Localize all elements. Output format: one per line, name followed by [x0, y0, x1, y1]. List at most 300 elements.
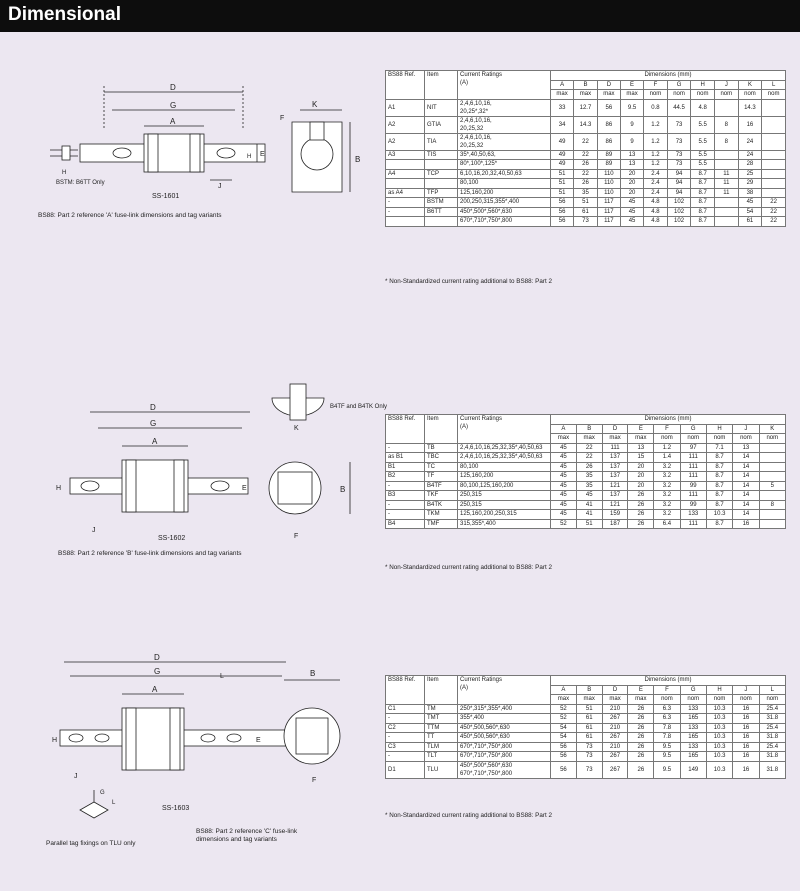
cell-ref: A2	[386, 133, 425, 150]
cell-ref: A1	[386, 99, 425, 116]
cell-dim-E: 26	[628, 510, 654, 520]
cell-ratings	[458, 443, 551, 453]
dim-g-small-label: G	[100, 790, 105, 796]
cell-dim-B: 26	[574, 179, 598, 189]
col-limit: max	[628, 695, 654, 705]
cell-dim-L	[762, 179, 786, 189]
rating-line: 80,100,125,160,200	[460, 482, 514, 489]
cell-ref: -	[386, 714, 425, 724]
cell-dim-J: 8	[715, 116, 739, 133]
cell-item: TT	[425, 733, 458, 743]
cell-dim-A: 49	[551, 133, 574, 150]
cell-dim-D: 210	[602, 723, 628, 733]
dim-a-label: A	[152, 685, 158, 694]
cell-dim-J	[715, 198, 739, 208]
cell-dim-J: 16	[733, 752, 759, 762]
cell-ref: B1	[386, 462, 425, 472]
cell-dim-B: 26	[576, 462, 602, 472]
cell-dim-D: 267	[602, 714, 628, 724]
cell-dim-F: 7.8	[654, 733, 680, 743]
title-bar	[0, 0, 800, 32]
cell-dim-G: 102	[667, 207, 691, 217]
cell-dim-F: 6.3	[654, 704, 680, 714]
cell-dim-D: 111	[602, 443, 628, 453]
cell-dim-B: 35	[574, 188, 598, 198]
col-limit: max	[602, 434, 628, 444]
cell-dim-G: 165	[680, 733, 706, 743]
cell-ratings	[458, 198, 551, 208]
model-label-b: SS-1602	[158, 535, 186, 542]
cell-dim-H: 8.7	[691, 169, 715, 179]
cell-dim-G: 102	[667, 198, 691, 208]
rating-line: 355*,400	[460, 715, 485, 722]
cell-ratings	[458, 761, 551, 778]
cell-dim-A: 45	[551, 491, 577, 501]
col-limit: nom	[715, 90, 739, 100]
cell-dim-D: 56	[597, 99, 620, 116]
cell-dim-A: 34	[551, 116, 574, 133]
variant-label-a: BSTM: B6TT Only	[56, 180, 105, 186]
cell-dim-L	[762, 116, 786, 133]
table-row	[386, 462, 786, 472]
cell-dim-G: 111	[680, 472, 706, 482]
cell-dim-K	[759, 491, 785, 501]
dim-h-label: H	[52, 737, 58, 744]
cell-ref: -	[386, 443, 425, 453]
cell-dim-F: 9.5	[654, 752, 680, 762]
cell-dim-A: 51	[551, 169, 574, 179]
cell-dim-E: 20	[620, 179, 643, 189]
cell-dim-B: 22	[574, 133, 598, 150]
cell-dim-A: 45	[551, 462, 577, 472]
cell-dim-F: 3.2	[654, 481, 680, 491]
cell-ratings	[458, 133, 551, 150]
table-row	[386, 500, 786, 510]
dim-g-label: G	[150, 419, 157, 428]
cell-dim-K: 28	[738, 160, 762, 170]
header-dimensions: Dimensions (mm)	[551, 415, 786, 425]
cell-dim-E: 26	[628, 752, 654, 762]
cell-dim-J: 16	[733, 761, 759, 778]
col-F: F	[654, 424, 680, 434]
cell-item: TTM	[425, 723, 458, 733]
cell-dim-F: 1.2	[644, 150, 668, 160]
cell-dim-D: 117	[597, 198, 620, 208]
dim-g-label: G	[170, 101, 177, 110]
cell-ref: -	[386, 752, 425, 762]
cell-ref: -	[386, 510, 425, 520]
cell-ref: B3	[386, 491, 425, 501]
col-limit: nom	[680, 434, 706, 444]
cell-dim-A: 49	[551, 150, 574, 160]
cell-item	[425, 179, 458, 189]
cell-dim-E: 9	[620, 133, 643, 150]
cell-dim-J: 14	[733, 453, 759, 463]
cell-ratings	[458, 742, 551, 752]
cell-dim-G: 111	[680, 519, 706, 529]
cell-dim-D: 267	[602, 752, 628, 762]
cell-dim-K: 24	[738, 150, 762, 160]
header-item: Item	[425, 676, 458, 705]
footnote-a: * Non-Standardized current rating additional to BS88: Part 2	[385, 278, 552, 285]
cell-dim-H: 7.1	[706, 443, 732, 453]
col-E: E	[628, 424, 654, 434]
col-E: E	[628, 685, 654, 695]
rating-line: 2,4,6,10,16,	[460, 117, 492, 124]
cell-dim-B: 12.7	[574, 99, 598, 116]
cell-dim-H: 10.3	[706, 704, 732, 714]
cell-dim-F: 1.2	[644, 160, 668, 170]
cell-ratings	[458, 733, 551, 743]
cell-item: TIS	[425, 150, 458, 160]
cell-ref: as B1	[386, 453, 425, 463]
cell-item	[425, 217, 458, 227]
cell-ratings	[458, 714, 551, 724]
header-row	[386, 676, 786, 686]
cell-dim-H: 5.5	[691, 116, 715, 133]
cell-dim-A: 54	[551, 733, 577, 743]
footnote-c: * Non-Standardized current rating additional to BS88: Part 2	[385, 812, 552, 819]
cell-dim-D: 86	[597, 133, 620, 150]
cell-dim-A: 56	[551, 761, 577, 778]
cell-dim-H: 10.3	[706, 723, 732, 733]
cell-dim-G: 73	[667, 160, 691, 170]
cell-ratings	[458, 150, 551, 160]
cell-dim-E: 45	[620, 207, 643, 217]
cell-dim-F: 4.8	[644, 207, 668, 217]
cell-dim-L	[762, 133, 786, 150]
cell-ref	[386, 160, 425, 170]
table-row	[386, 443, 786, 453]
cell-dim-G: 165	[680, 714, 706, 724]
cell-dim-D: 187	[602, 519, 628, 529]
col-B: B	[576, 685, 602, 695]
header-ref: BS88 Ref.	[386, 415, 425, 444]
col-limit: max	[574, 90, 598, 100]
col-F: F	[654, 685, 680, 695]
cell-dim-A: 52	[551, 714, 577, 724]
dim-k-label: K	[294, 425, 299, 432]
dim-g-label: G	[154, 667, 161, 676]
table-row	[386, 188, 786, 198]
cell-dim-F: 2.4	[644, 179, 668, 189]
cell-dim-B: 51	[574, 198, 598, 208]
cell-dim-A: 56	[551, 217, 574, 227]
cell-dim-E: 13	[620, 160, 643, 170]
header-ratings-label: Current Ratings	[460, 72, 503, 78]
cell-dim-B: 22	[574, 150, 598, 160]
rating-line: 670*,710*,750*,800	[460, 770, 513, 777]
cell-dim-G: 73	[667, 116, 691, 133]
rating-line: 2,4,6,10,16,25,32,35*,40,50,63	[460, 444, 543, 451]
cell-dim-A: 45	[551, 443, 577, 453]
dim-h-label: H	[247, 154, 252, 160]
col-limit: nom	[644, 90, 668, 100]
cell-dim-G: 149	[680, 761, 706, 778]
cell-dim-L: 22	[762, 217, 786, 227]
page-title: Dimensional	[8, 4, 121, 25]
rating-line: 250*,315*,355*,400	[460, 705, 513, 712]
col-limit: nom	[667, 90, 691, 100]
variant-label-b: B4TF and B4TK Only	[330, 404, 388, 410]
cell-ratings	[458, 116, 551, 133]
table-row	[386, 198, 786, 208]
header-item: Item	[425, 71, 458, 100]
caption-c-line1: BS88: Part 2 reference 'C' fuse-link	[196, 828, 298, 835]
rating-line: 20,25*,32*	[460, 108, 489, 115]
cell-dim-K: 25	[738, 169, 762, 179]
cell-ratings	[458, 207, 551, 217]
cell-dim-K: 38	[738, 188, 762, 198]
diagram-a	[40, 70, 370, 210]
cell-dim-B: 26	[574, 160, 598, 170]
cell-dim-J	[715, 217, 739, 227]
cell-dim-F: 1.2	[654, 443, 680, 453]
cell-dim-K: 29	[738, 179, 762, 189]
col-K: K	[759, 424, 785, 434]
cell-dim-G: 133	[680, 723, 706, 733]
cell-ref	[386, 217, 425, 227]
col-J: J	[715, 80, 739, 90]
cell-dim-E: 26	[628, 761, 654, 778]
cell-dim-B: 61	[574, 207, 598, 217]
cell-item: NIT	[425, 99, 458, 116]
dim-d-label: D	[170, 83, 176, 92]
dim-e-label: E	[242, 485, 247, 492]
table-row	[386, 217, 786, 227]
cell-dim-L	[762, 150, 786, 160]
cell-item: B6TT	[425, 207, 458, 217]
table-row	[386, 761, 786, 778]
table-row	[386, 733, 786, 743]
cell-dim-D: 121	[602, 500, 628, 510]
col-limit: nom	[738, 90, 762, 100]
cell-dim-B: 51	[576, 704, 602, 714]
header-ratings-unit: (A)	[460, 424, 468, 430]
cell-dim-G: 73	[667, 133, 691, 150]
cell-dim-K: 54	[738, 207, 762, 217]
cell-item: TF	[425, 472, 458, 482]
dim-d-label: D	[154, 653, 160, 662]
cell-dim-J: 16	[733, 519, 759, 529]
rating-line: 35*,40,50,63,	[460, 151, 496, 158]
cell-dim-A: 45	[551, 453, 577, 463]
rating-line: 125,160,200	[460, 189, 494, 196]
cell-ref	[386, 179, 425, 189]
cell-ratings	[458, 188, 551, 198]
cell-item: TC	[425, 462, 458, 472]
cell-dim-A: 51	[551, 188, 574, 198]
cell-dim-E: 20	[620, 169, 643, 179]
cell-dim-B: 22	[574, 169, 598, 179]
cell-dim-B: 73	[576, 752, 602, 762]
cell-dim-K: 16	[738, 116, 762, 133]
cell-dim-L: 22	[762, 207, 786, 217]
cell-item: TLU	[425, 761, 458, 778]
header-ratings-label: Current Ratings	[460, 677, 503, 683]
cell-dim-E: 26	[628, 723, 654, 733]
cell-item: GTIA	[425, 116, 458, 133]
cell-item: TMT	[425, 714, 458, 724]
cell-item: TBC	[425, 453, 458, 463]
header-ratings	[458, 676, 551, 705]
cell-dim-J: 16	[733, 714, 759, 724]
rating-line: 2,4,6,10,16,25,32,35*,40,50,63	[460, 454, 543, 461]
model-label-a: SS-1601	[152, 193, 180, 200]
cell-dim-B: 14.3	[574, 116, 598, 133]
cell-dim-F: 2.4	[644, 169, 668, 179]
cell-dim-D: 267	[602, 761, 628, 778]
cell-dim-B: 45	[576, 491, 602, 501]
cell-dim-A: 45	[551, 472, 577, 482]
cell-dim-K	[759, 443, 785, 453]
cell-dim-G: 133	[680, 510, 706, 520]
cell-dim-J	[715, 99, 739, 116]
table-row	[386, 207, 786, 217]
cell-dim-J: 14	[733, 462, 759, 472]
header-row	[386, 71, 786, 81]
cell-dim-G: 133	[680, 742, 706, 752]
variant-label-c: Parallel tag fixings on TLU only	[46, 840, 136, 847]
header-ratings	[458, 415, 551, 444]
cell-dim-H: 8.7	[691, 207, 715, 217]
diagram-b	[50, 378, 388, 548]
cell-ratings	[458, 752, 551, 762]
cell-dim-G: 111	[680, 453, 706, 463]
cell-dim-L: 25.4	[759, 704, 785, 714]
cell-dim-G: 99	[680, 500, 706, 510]
cell-dim-A: 45	[551, 500, 577, 510]
cell-dim-F: 9.5	[654, 761, 680, 778]
cell-dim-L	[762, 99, 786, 116]
col-limit: nom	[759, 695, 785, 705]
cell-dim-J: 16	[733, 733, 759, 743]
cell-dim-L: 31.8	[759, 761, 785, 778]
cell-dim-G: 111	[680, 491, 706, 501]
cell-dim-E: 26	[628, 733, 654, 743]
table-row	[386, 519, 786, 529]
cell-dim-H: 8.7	[706, 472, 732, 482]
cell-ratings	[458, 481, 551, 491]
col-J: J	[733, 685, 759, 695]
cell-dim-E: 26	[628, 714, 654, 724]
cell-dim-D: 110	[597, 169, 620, 179]
cell-dim-K	[759, 453, 785, 463]
cell-dim-H: 8.7	[706, 519, 732, 529]
cell-ratings	[458, 169, 551, 179]
cell-item: TLM	[425, 742, 458, 752]
cell-dim-B: 73	[576, 742, 602, 752]
cell-dim-H: 8.7	[691, 179, 715, 189]
header-dimensions: Dimensions (mm)	[551, 676, 786, 686]
cell-dim-D: 210	[602, 742, 628, 752]
cell-dim-H: 8.7	[691, 198, 715, 208]
cell-dim-D: 137	[602, 491, 628, 501]
cell-dim-H: 8.7	[691, 188, 715, 198]
cell-dim-E: 9	[620, 116, 643, 133]
cell-dim-K: 45	[738, 198, 762, 208]
model-label-c: SS-1603	[162, 805, 190, 812]
dim-a-label: A	[152, 437, 158, 446]
cell-dim-E: 26	[628, 500, 654, 510]
dim-e-label: E	[256, 737, 261, 744]
cell-dim-J: 16	[733, 723, 759, 733]
cell-dim-L: 31.8	[759, 714, 785, 724]
cell-dim-G: 133	[680, 704, 706, 714]
cell-dim-D: 159	[602, 510, 628, 520]
rating-line: 670*,710*,750*,800	[460, 753, 513, 760]
col-limit: nom	[733, 434, 759, 444]
cell-dim-F: 2.4	[644, 188, 668, 198]
table-row	[386, 491, 786, 501]
table-row	[386, 179, 786, 189]
cell-ratings	[458, 462, 551, 472]
cell-ratings	[458, 99, 551, 116]
cell-dim-F: 3.2	[654, 510, 680, 520]
cell-ratings	[458, 472, 551, 482]
table-row	[386, 169, 786, 179]
cell-dim-B: 61	[576, 733, 602, 743]
cell-dim-G: 111	[680, 462, 706, 472]
col-H: H	[706, 424, 732, 434]
col-limit: nom	[706, 695, 732, 705]
cell-item: TB	[425, 443, 458, 453]
cell-dim-F: 1.4	[654, 453, 680, 463]
cell-dim-F: 7.8	[654, 723, 680, 733]
dim-k-label: K	[312, 100, 318, 109]
cell-ref: B4	[386, 519, 425, 529]
table-row	[386, 453, 786, 463]
dim-e-label: E	[260, 151, 265, 158]
rating-line: 80,100	[460, 463, 479, 470]
header-item: Item	[425, 415, 458, 444]
cell-dim-E: 26	[628, 491, 654, 501]
diagram-c	[50, 650, 370, 830]
dim-l-label: L	[220, 673, 224, 680]
rating-line: 80,100	[460, 180, 479, 187]
header-ratings-label: Current Ratings	[460, 416, 503, 422]
cell-dim-L: 31.8	[759, 733, 785, 743]
cell-dim-B: 61	[576, 714, 602, 724]
cell-dim-B: 35	[576, 472, 602, 482]
cell-dim-A: 33	[551, 99, 574, 116]
rating-line: 250,315	[460, 492, 482, 499]
cell-dim-E: 13	[628, 443, 654, 453]
dimensions-table-c	[385, 675, 786, 779]
cell-item: TCP	[425, 169, 458, 179]
col-A: A	[551, 685, 577, 695]
dim-j-label: J	[218, 183, 222, 190]
cell-ref: -	[386, 500, 425, 510]
table-row	[386, 704, 786, 714]
cell-item: TLT	[425, 752, 458, 762]
caption-c	[196, 828, 297, 844]
cell-dim-B: 35	[576, 481, 602, 491]
cell-dim-F: 3.2	[654, 500, 680, 510]
cell-dim-D: 210	[602, 704, 628, 714]
cell-dim-H: 8.7	[706, 481, 732, 491]
cell-dim-L	[762, 169, 786, 179]
cell-ratings	[458, 510, 551, 520]
col-limit: nom	[654, 434, 680, 444]
cell-dim-G: 94	[667, 179, 691, 189]
rating-line: 20,25,32	[460, 142, 484, 149]
table-row	[386, 742, 786, 752]
header-ratings-unit: (A)	[460, 80, 468, 86]
cell-item: TM	[425, 704, 458, 714]
cell-dim-D: 86	[597, 116, 620, 133]
col-D: D	[602, 424, 628, 434]
